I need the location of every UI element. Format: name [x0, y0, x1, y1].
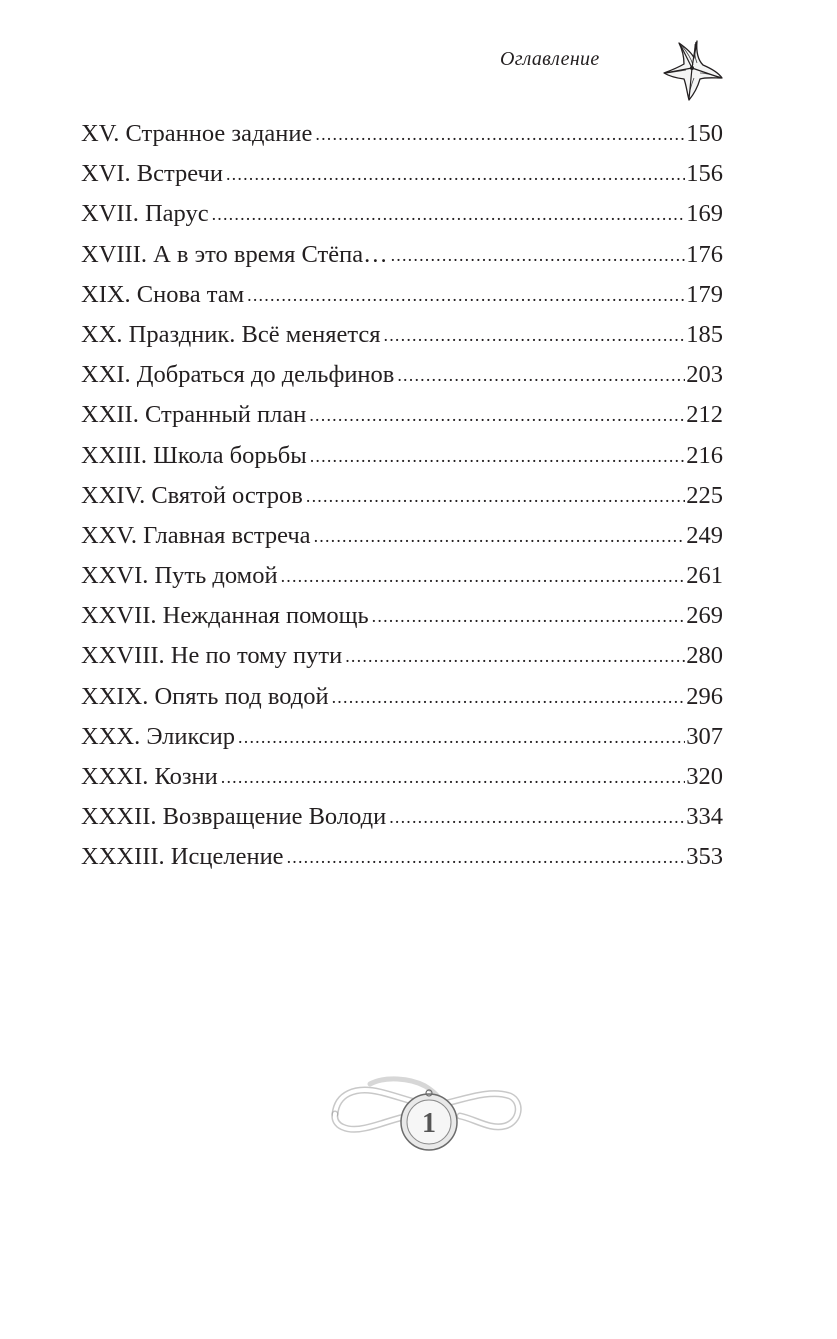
toc-entry-page: 176	[686, 240, 723, 268]
toc-entry[interactable]	[81, 235, 723, 275]
toc-entry-page: 296	[686, 682, 723, 710]
toc-entry-page: 179	[686, 280, 723, 308]
medal-ribbon-icon	[325, 1064, 525, 1164]
toc-entry-page: 169	[686, 200, 723, 228]
starfish-icon	[662, 38, 724, 102]
toc-entry[interactable]	[81, 275, 723, 315]
dot-leader	[372, 596, 686, 636]
toc-entry-title: XXXIII. Исцеление	[81, 843, 284, 871]
toc-entry-title: XXII. Странный план	[81, 401, 307, 429]
toc-entry-page: 334	[686, 803, 723, 831]
dot-leader	[226, 154, 685, 194]
toc-entry[interactable]	[81, 636, 723, 676]
dot-leader	[310, 436, 686, 476]
dot-leader	[238, 717, 685, 757]
dot-leader	[345, 636, 685, 676]
toc-entry-title: XXIX. Опять под водой	[81, 682, 329, 710]
toc-entry[interactable]	[81, 556, 723, 596]
dot-leader	[247, 275, 685, 315]
toc-entry-title: XXIV. Святой остров	[81, 481, 303, 509]
toc-entry-page: 307	[686, 722, 723, 750]
toc-entry[interactable]	[81, 717, 723, 757]
toc-entry-page: 269	[686, 602, 723, 630]
toc-entry[interactable]	[81, 757, 723, 797]
dot-leader	[221, 757, 685, 797]
running-head-title: Оглавление	[500, 48, 600, 70]
dot-leader	[397, 355, 685, 395]
toc-entry-page: 249	[686, 521, 723, 549]
toc-entry-page: 212	[686, 401, 723, 429]
dot-leader	[309, 395, 685, 435]
toc-entry-title: XIX. Снова там	[81, 280, 245, 308]
toc-entry[interactable]	[81, 355, 723, 395]
toc-entry-page: 150	[686, 120, 723, 147]
toc-entry-page: 261	[686, 562, 723, 590]
toc-entry-title: XXVII. Нежданная помощь	[81, 602, 369, 630]
toc-entry-page: 353	[686, 843, 723, 871]
toc-entry-page: 203	[686, 361, 723, 389]
dot-leader	[212, 194, 686, 234]
toc-entry-title: XXVIII. Не по тому пути	[81, 642, 343, 670]
toc-entry-page: 320	[686, 763, 723, 790]
toc-entry-title: XV. Странное задание	[81, 120, 313, 147]
toc-entry[interactable]	[81, 395, 723, 435]
toc-entry-page: 185	[686, 320, 723, 348]
svg-text:1: 1	[422, 1108, 436, 1139]
toc-entry[interactable]	[81, 436, 723, 476]
toc-entry-title: XXXI. Козни	[81, 763, 218, 790]
dot-leader	[281, 556, 686, 596]
dot-leader	[287, 837, 686, 877]
table-of-contents	[81, 114, 723, 878]
toc-entry[interactable]	[81, 476, 723, 516]
toc-entry-title: XXX. Эликсир	[81, 722, 236, 750]
toc-entry[interactable]	[81, 154, 723, 194]
toc-entry-title: XXI. Добраться до дельфинов	[81, 361, 395, 389]
toc-entry-title: XVII. Парус	[81, 200, 209, 228]
toc-entry[interactable]	[81, 516, 723, 556]
toc-entry-page: 280	[686, 642, 723, 670]
toc-entry[interactable]	[81, 114, 723, 154]
toc-entry[interactable]	[81, 677, 723, 717]
dot-leader	[332, 677, 686, 717]
toc-entry[interactable]	[81, 837, 723, 877]
toc-entry-title: XXV. Главная встреча	[81, 521, 311, 549]
dot-leader	[314, 516, 686, 556]
toc-entry-title: XX. Праздник. Всё меняется	[81, 320, 381, 348]
toc-entry-page: 156	[686, 160, 723, 188]
toc-entry-title: XXVI. Путь домой	[81, 562, 278, 590]
toc-entry-title: XVIII. А в это время Стёпа…	[81, 240, 388, 268]
dot-leader	[315, 114, 685, 154]
toc-entry-title: XVI. Встречи	[81, 160, 223, 188]
toc-entry[interactable]	[81, 797, 723, 837]
dot-leader	[389, 797, 685, 837]
toc-entry-title: XXXII. Возвращение Володи	[81, 803, 387, 831]
toc-entry-title: XXIII. Школа борьбы	[81, 441, 307, 469]
dot-leader	[391, 235, 686, 275]
toc-entry[interactable]	[81, 596, 723, 636]
dot-leader	[384, 315, 686, 355]
toc-entry[interactable]	[81, 315, 723, 355]
toc-entry[interactable]	[81, 194, 723, 234]
dot-leader	[306, 476, 685, 516]
toc-entry-page: 216	[686, 441, 723, 469]
toc-entry-page: 225	[686, 481, 723, 509]
